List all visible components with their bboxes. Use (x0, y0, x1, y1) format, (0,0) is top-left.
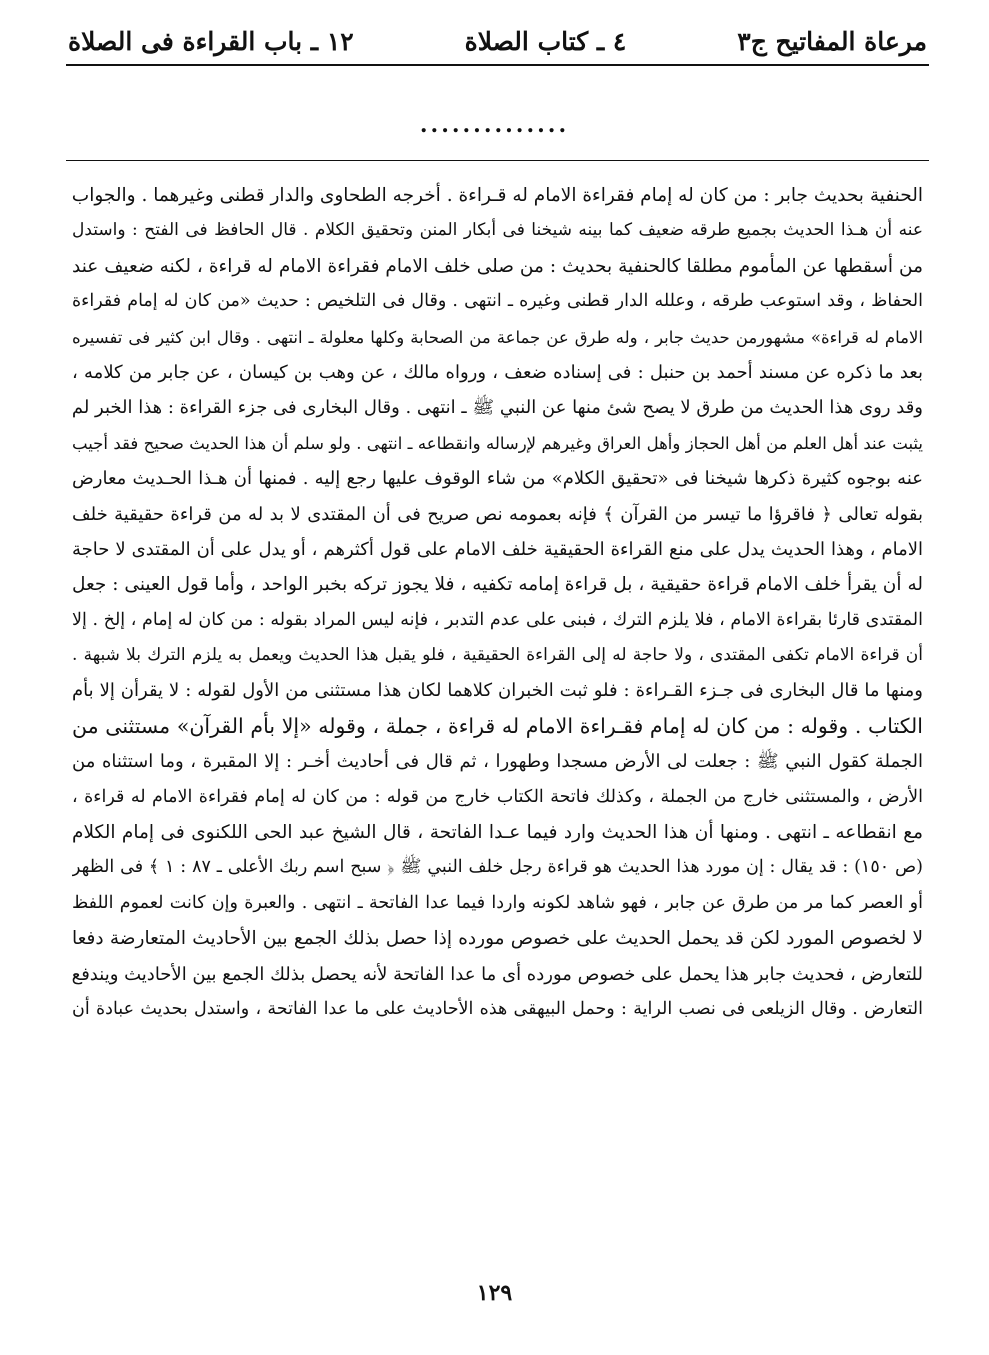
body-text (72, 178, 923, 1263)
text-line: له أن يقرأ خلف الامام قراءة حقيقية ، بل قراءة إمامه تكفيه ، فلا يجوز تركه بخبر الواحد ، وأما قول العينى : جعل (72, 574, 923, 596)
text-line: أو العصر كما مر من طرق عن جابر ، فهو شاهد لكونه واردا فيما عدا الفاتحة ـ انتهى . والعبرة وإن كانت لعموم اللفظ (72, 892, 923, 913)
text-line: المقتدى قارئا بقراءة الامام ، فلا يلزم الترك ، فبنى على عدم التدبر ، فإنه ليس المراد بقوله : من كان له إمام ، إلخ . إلا (72, 609, 923, 630)
text-line: (ص ١٥٠) : قد يقال : إن مورد هذا الحديث هو قراءة رجل خلف النبي ﷺ ﴿ سبح اسم ربك الأعلى ـ ٨٧ : ١ ﴾ فى الظهر (72, 857, 923, 878)
text-line: يثبت عند أهل العلم من أهل الحجاز وأهل العراق وغيرهم لإرساله وانقطاعه ـ انتهى . ولو سلم أن هذا الحديث صحيح فقد أجيب (72, 433, 923, 453)
text-line: وقد روى هذا الحديث من طرق لا يصح شئ منها عن النبي ﷺ ـ انتهى . وقال البخارى فى جزء القراءة : هذا الخبر لم (72, 397, 923, 419)
book-section: ٤ ـ كتاب الصلاة (464, 27, 627, 56)
text-line: الحفاظ ، وقد استوعب طرقه ، وعلله الدار قطنى وغيره ـ انتهى . وقال فى التلخيص : حديث «من كان له إمام فقراءة (72, 291, 923, 312)
section-rule (66, 160, 929, 161)
text-line: الكتاب . وقوله : من كان له إمام فقـراءة الامام له قراءة ، جملة ، وقوله «إلا بأم القرآن» مستثنى من (72, 713, 923, 738)
text-line: لا لخصوص المورد لكن قد يحمل الحديث على خصوص مورده إذا حصل بذلك الجمع بين الأحاديث المتعارضة دفعا (72, 928, 923, 950)
text-line: بعد ما ذكره عن مسند أحمد بن حنبل : فى إسناده ضعف ، ورواه مالك ، عن وهب بن كيسان ، عن جابر من كلامه ، (72, 361, 923, 383)
text-line: بقوله تعالى ﴿ فاقرؤا ما تيسر من القرآن ﴾ فإنه بعمومه نص صريح فى أن المقتدى لا بد له من قراءة حقيقية خلف (72, 503, 923, 525)
section-separator-dots: .............. (419, 112, 570, 138)
text-line: الجملة كقول النبي ﷺ : جعلت لى الأرض مسجدا وطهورا ، ثم قال فى أحاديث أخـر : إلا المقبرة ، وما استثناه من (72, 751, 923, 773)
header-rule (66, 64, 929, 66)
text-line: الأرض ، والمستثنى خارج من الجملة ، وكذلك فاتحة الكتاب خارج من قوله : من كان له إمام فقراءة الامام له قراءة ، (72, 786, 923, 807)
page-number: ١٢٩ (476, 1280, 513, 1306)
text-line: التعارض . وقال الزيلعى فى نصب الراية : وحمل البيهقى هذه الأحاديث على ما عدا الفاتحة ، واستدل بحديث عبادة أن (72, 998, 923, 1019)
chapter-title: ١٢ ـ باب القراءة فى الصلاة (68, 27, 354, 56)
text-line: للتعارض ، فحديث جابر هذا يحمل على خصوص مورده أى ما عدا الفاتحة لأنه يحصل بذلك الجمع بين الأحاديث ويندفع (72, 963, 923, 985)
text-line: أن قراءة الامام تكفى المقتدى ، ولا حاجة له إلى القراءة الحقيقية ، فلو يقبل هذا الحديث ويعمل به يلزم الترك بلا شبهة . (72, 645, 923, 666)
text-line: ومنها ما قال البخارى فى جـزء القـراءة : فلو ثبت الخبران كلاهما لكان هذا مستثنى من الأول لقوله : لا يقرأن إلا بأم (72, 680, 923, 702)
text-line: الامام له قراءة» مشهورمن حديث جابر ، وله طرق عن جماعة من الصحابة وكلها معلولة ـ انتهى . وقال ابن كثير فى تفسيره (72, 327, 923, 347)
book-title: مرعاة المفاتيح ج٣ (737, 27, 927, 56)
text-line: الحنفية بحديث جابر : من كان له إمام فقراءة الامام له قـراءة . أخرجه الطحاوى والدار قطنى وغيرهما . والجواب (72, 185, 923, 206)
text-line: مع انقطاعه ـ انتهى . ومنها أن هذا الحديث وارد فيما عـدا الفاتحة ، قال الشيخ عبد الحى اللكنوى فى إمام الكلام (72, 822, 923, 844)
text-line: الامام ، وهذا الحديث يدل على منع القراءة الحقيقية خلف الامام على قول أكثرهم ، أو يدل على أن المقتدى لا حاجة (72, 538, 923, 560)
text-line: عنه بوجوه كثيرة ذكرها شيخنا فى «تحقيق الكلام» من شاء الوقوف عليها رجع إليه . فمنها أن هـذا الحـديث معارض (72, 468, 923, 490)
text-line: من أسقطها عن المأموم مطلقا كالحنفية بحديث : من صلى خلف الامام فقراءة الامام له قراءة ، لكنه ضعيف عند (72, 255, 923, 277)
running-header (68, 22, 927, 62)
text-line: عنه أن هـذا الحديث بجميع طرقه ضعيف كما بينه شيخنا فى أبكار المنن وتحقيق الكلام . قال الحافظ فى الفتح : واستدل (72, 220, 923, 241)
